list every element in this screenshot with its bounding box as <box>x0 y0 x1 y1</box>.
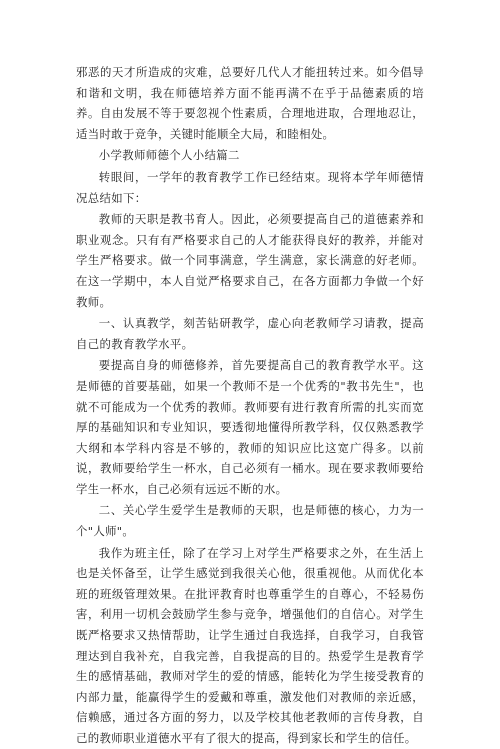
section-heading: 小学教师师德个人小结篇二 <box>98 148 240 163</box>
paragraph-teaching-level: 要提高自身的师德修养，首先要提高自己的教育教学水平。这是师德的首要基础，如果一个教师不是一个优秀的"教书先生"，也就不可能成为一个优秀的教师。教师要有进行教育所需的扎实而宽厚的基础知识和专业知识，要透彻地懂得所教学科，仅仅熟悉教学大纲和本学科内容是不够的，教师的知识应比这宽广得多。以前说，教师要给学生一杯水，自己必须有一桶水。现在要求教师要给学生一杯水，自己必须有远远不断的水。 <box>76 358 424 496</box>
point-two-heading: 二、关心学生爱学生是教师的天职，也是师德的核心，力为一个"人师"。 <box>76 503 424 539</box>
point-one-heading: 一、认真教学，刻苦钻研教学，虚心向老教师学习请教，提高自己的教育教学水平。 <box>76 316 424 351</box>
paragraph-intro-continuation: 邪恶的天才所造成的灾难，总要好几代人才能扭转过来。如今倡导和谐和文明，我在师德培养方面不能再满不在乎于品德素质的培养。自由发展不等于要忽视个性素质，合理地进取，合理地忍让，适当时敢于竞争，关键时能顺全大局，和睦相处。 <box>76 65 424 141</box>
paragraph-opening: 转眼间，一学年的教育教学工作已经结束。现将本学年师德情况总结如下： <box>76 169 424 205</box>
paragraph-teacher-duty: 教师的天职是教书育人。因此，必须要提高自己的道德素养和职业观念。只有有严格要求自己的人才能获得良好的教养，并能对学生严格要求。做一个同事满意，学生满意，家长满意的好老师。在这一学期中，本人自觉严格要求自己，在各方面都力争做一个好教师。 <box>76 212 424 309</box>
paragraph-class-teacher: 我作为班主任，除了在学习上对学生严格要求之外，在生活上也是关怀备至，让学生感觉到我很关心他，很重视他。从而优化本班的班级管理效果。在批评教育时也尊重学生的自尊心，不轻易伤害，利用一切机会鼓励学生参与竞争，增强他们的自信心。对学生既严格要求又热情帮助，让学生通过自我选择，自我学习，自我管理达到自我补充，自我完善，自我提高的目的。热爱学生是教育学生的感情基础，教师对学生的爱的情感，能转化为学生接受教育的内部力量，能赢得学生的爱戴和尊重，激发他们对教师的亲近感，信赖感，通过各方面的努力，以及学校其他老教师的言传身教，自己的教师职业道德水平有了很大的提高，得到家长和学生的信任。 <box>76 545 424 745</box>
